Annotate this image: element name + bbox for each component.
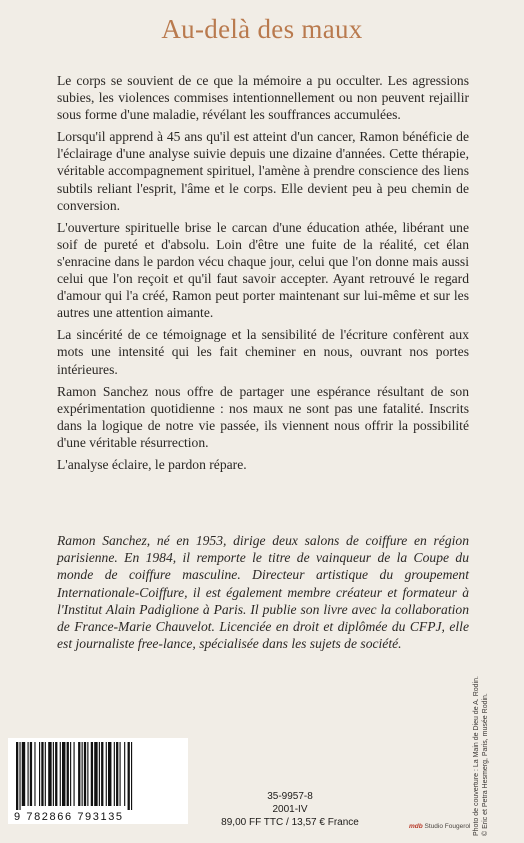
paragraph-1: Le corps se souvient de ce que la mémoire a pu occulter. Les agressions subies, les violences commises intentionnellement ou non peuvent rejaillir sous forme d'une maladie, révélant les souffrances accumulées. [57, 73, 469, 123]
barcode-bar [94, 742, 97, 806]
barcode-bar [128, 742, 130, 810]
publisher-logo [409, 823, 470, 830]
barcode-bars-icon [14, 742, 182, 810]
barcode-bar [91, 742, 93, 806]
barcode-bar [106, 742, 107, 806]
barcode-bar [101, 742, 103, 806]
barcode-bar [48, 742, 51, 806]
barcode-bar [87, 742, 88, 806]
barcode-bar [39, 742, 40, 806]
barcode-bar [84, 742, 86, 806]
photo-credit [472, 636, 490, 836]
barcode-bar [67, 742, 69, 806]
barcode-bar [114, 742, 115, 806]
barcode-bar [34, 742, 35, 806]
barcode-bar [99, 742, 100, 806]
barcode-bar [120, 742, 121, 806]
barcode-bar [22, 742, 25, 806]
price: 89,00 FF TTC / 13,57 € France [221, 817, 359, 828]
barcode-bar [30, 742, 32, 806]
print-date: 2001-IV [272, 804, 308, 815]
photo-credit-line-1: Photo de couverture : La Main de Dieu de A. Rodin. [473, 676, 480, 836]
publisher-name: Studio Fougerol [424, 823, 471, 830]
barcode-bar [45, 742, 46, 806]
back-cover-text [57, 72, 469, 478]
barcode-bar [124, 742, 125, 806]
barcode-bar [82, 742, 83, 806]
paragraph-4: La sincérité de ce témoignage et la sensibilité de l'écriture confèrent aux mots une intensité qui les fait cheminer en nous, ouvrant nos portes intérieures. [57, 327, 469, 377]
barcode-bar [16, 742, 18, 810]
barcode-bar [28, 742, 29, 806]
barcode-bar [41, 742, 43, 806]
paragraph-5: Ramon Sanchez nous offre de partager une espérance résultant de son expérimentation quotidienne : nos maux ne sont pas une fatalité. Inscrits dans la logique de notre vie passée, ils viennent nous offrir la possibilité d'une véritable résurrection. [57, 383, 469, 450]
book-title: Au-delà des maux [161, 14, 363, 44]
author-bio-text: Ramon Sanchez, né en 1953, dirige deux salons de coiffure en région parisienne. En 1984, il remporte le titre de vainqueur de la Coupe du monde de coiffure masculine. Directeur artistique du groupement Internationale-Coiffure, il est également membre créateur et formateur à l'Institut Alain Padiglione à Paris. Il publie son livre avec la collaboration de France-Marie Chauvelot. Licenciée en droit et diplômée du CFPJ, elle est journaliste free-lance, spécialisée dans les sujets de société. [57, 533, 469, 652]
barcode-bar [19, 742, 20, 810]
barcode-bar [131, 742, 132, 810]
barcode-bar [53, 742, 54, 806]
barcode-bar [108, 742, 111, 806]
paragraph-6: L'analyse éclaire, le pardon répare. [57, 456, 247, 472]
price-info [190, 790, 390, 829]
paragraph-2: Lorsqu'il apprend à 45 ans qu'il est atteint d'un cancer, Ramon bénéficie de l'éclairage d'une analyse suivie depuis une dizaine d'années. Cette thérapie, véritable accompagnement spirituel, l'amène à prendre conscience des liens subtils reliant l'esprit, l'âme et le corps. Elle devient peu à peu chemin de conversion. [57, 129, 469, 213]
isbn-barcode [8, 738, 188, 824]
paragraph-3: L'ouverture spirituelle brise le carcan d'une éducation athée, libérant une soif de pureté et d'absolu. Loin d'être une fuite de la réalité, cet élan s'enracine dans le pardon vécu chaque jour, celui que l'on donne mais aussi celui que l'on reçoit et qu'il faut savoir accepter. Ayant retrouvé le regard d'amour qui l'a créé, Ramon peut porter maintenant sur lui-même et sur les autres une attention aimante. [57, 219, 469, 321]
publisher-mark: mdb [409, 823, 423, 830]
barcode-number: 9 782866 793135 [14, 811, 124, 823]
barcode-bar [62, 742, 65, 806]
barcode-bar [70, 742, 71, 806]
catalog-code: 35-9957-8 [267, 791, 313, 802]
author-bio [57, 532, 469, 652]
barcode-bar [60, 742, 61, 806]
barcode-bar [74, 742, 75, 806]
barcode-bar [78, 742, 80, 806]
barcode-bar [116, 742, 118, 806]
barcode-bar [55, 742, 57, 806]
photo-credit-line-2: © Eric et Petra Hesmerg, Paris, musée Rodin. [482, 693, 489, 836]
